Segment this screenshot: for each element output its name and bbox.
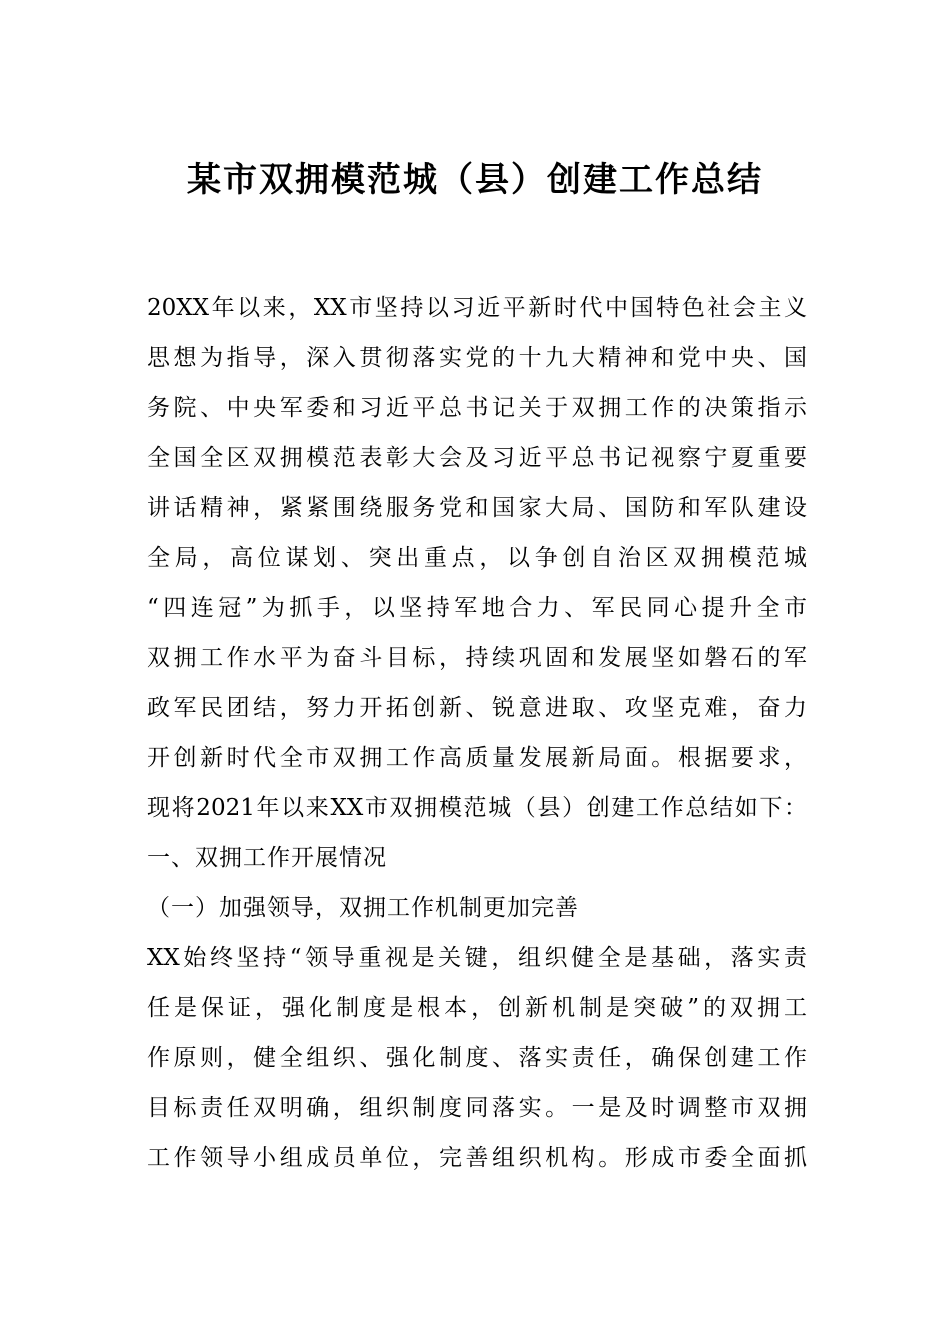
- body-line: “四连冠”为抓手，以坚持军地合力、军民同心提升全市: [147, 595, 807, 621]
- document-body: [147, 283, 807, 1183]
- body-line: 任是保证，强化制度是根本，创新机制是突破”的双拥工: [147, 995, 807, 1021]
- body-line: 开创新时代全市双拥工作高质量发展新局面。根据要求，: [147, 745, 807, 771]
- body-line: 工作领导小组成员单位，完善组织机构。形成市委全面抓: [147, 1145, 807, 1171]
- body-line: XX始终坚持“领导重视是关键，组织健全是基础，落实责: [147, 945, 807, 971]
- body-line: 目标责任双明确，组织制度同落实。一是及时调整市双拥: [147, 1095, 807, 1121]
- body-line: 全国全区双拥模范表彰大会及习近平总书记视察宁夏重要: [147, 445, 807, 471]
- body-line: 讲话精神，紧紧围绕服务党和国家大局、国防和军队建设: [147, 495, 807, 521]
- body-line: 政军民团结，努力开拓创新、锐意进取、攻坚克难，奋力: [147, 695, 807, 721]
- section-heading: 一、双拥工作开展情况: [147, 845, 387, 871]
- body-line: 务院、中央军委和习近平总书记关于双拥工作的决策指示: [147, 395, 807, 421]
- body-line: 20XX年以来，XX市坚持以习近平新时代中国特色社会主义: [147, 295, 807, 321]
- subsection-heading: （一）加强领导，双拥工作机制更加完善: [147, 895, 579, 921]
- body-line: 现将2021年以来XX市双拥模范城（县）创建工作总结如下：: [147, 795, 807, 821]
- body-line: 双拥工作水平为奋斗目标，持续巩固和发展坚如磐石的军: [147, 645, 807, 671]
- body-line: 全局，高位谋划、突出重点，以争创自治区双拥模范城: [147, 545, 807, 571]
- body-line: 思想为指导，深入贯彻落实党的十九大精神和党中央、国: [147, 345, 807, 371]
- document-title: 某市双拥模范城（县）创建工作总结: [187, 160, 763, 200]
- body-line: 作原则，健全组织、强化制度、落实责任，确保创建工作: [147, 1045, 807, 1071]
